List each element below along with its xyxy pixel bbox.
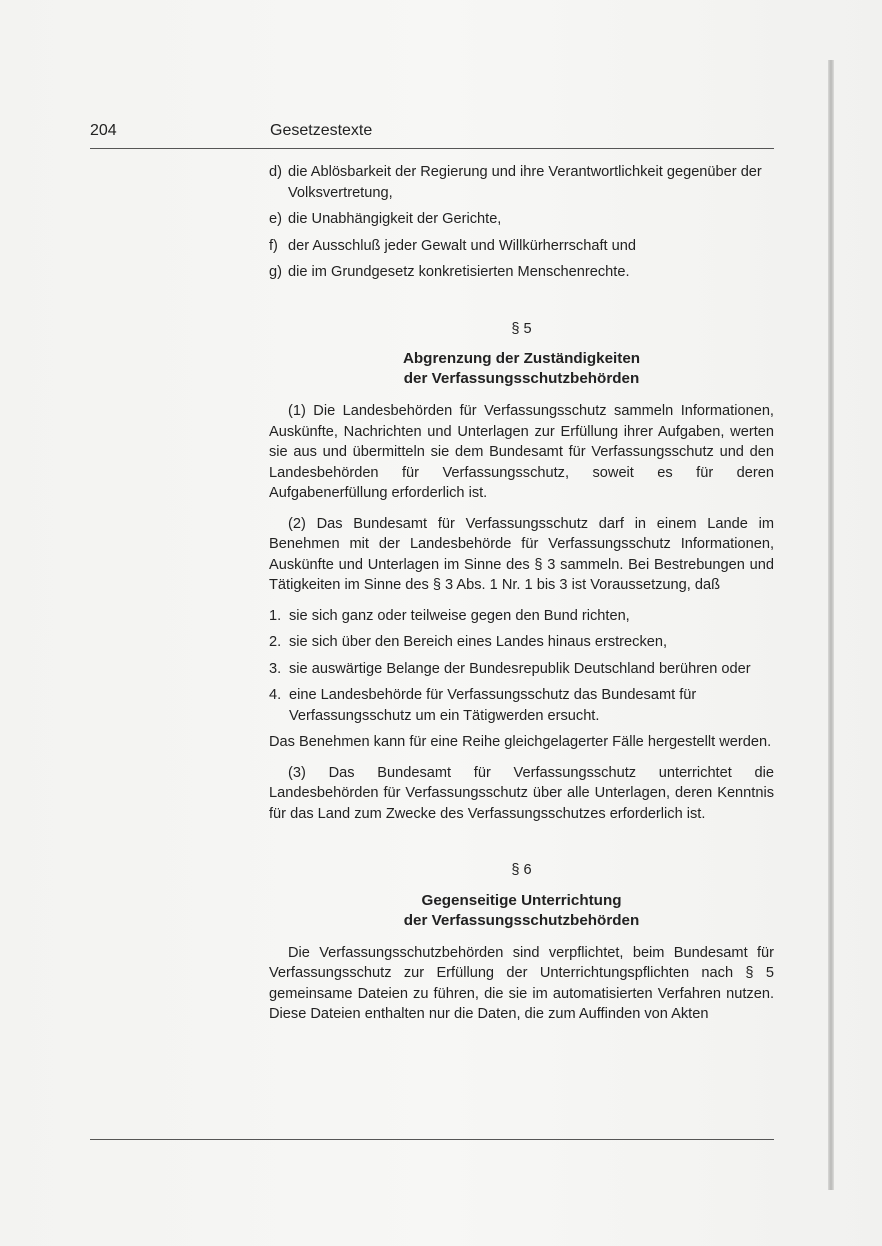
section-5-paragraph-3: (3) Das Bundesamt für Verfassungsschutz unterrichtet die Landesbehörden für Verfassungsschutz über alle Unterlagen, deren Kenntnis für das Land zum Zwecke des Verfassungsschutzes erforderlich ist. [269, 764, 774, 822]
list-marker: g) [269, 264, 282, 280]
section-5-title-line-1: Abgrenzung der Zuständigkeiten [402, 350, 641, 367]
list-item [269, 659, 774, 680]
list-item [269, 632, 774, 653]
list-text: die im Grundgesetz konkretisierten Menschenrechte. [288, 264, 630, 280]
list-text: eine Landesbehörde für Verfassungsschutz das Bundesamt für Verfassungsschutz um ein Tätigwerden ersucht. [289, 687, 697, 724]
section-5-title-line-2: der Verfassungsschutzbehörden [403, 370, 640, 387]
list-item [269, 606, 774, 627]
list-item [269, 262, 774, 283]
section-6-title-line-2: der Verfassungsschutzbehörden [403, 911, 640, 929]
page-number: 204 [90, 122, 117, 139]
section-5-title [269, 349, 774, 389]
section-5-paragraph-1: (1) Die Landesbehörden für Verfassungsschutz sammeln Informationen, Auskünfte, Nachrichten und Unterlagen zur Erfüllung ihrer Aufgaben, werten sie aus und übermitteln sie dem Bundesamt für Verfassungsschutz und den Landesbehörden für Verfassungsschutz, soweit es für deren Aufgabenerfüllung erforderlich ist. [269, 403, 774, 501]
list-text: die Unabhängigkeit der Gerichte, [288, 211, 502, 227]
list-item [269, 685, 774, 726]
list-item [269, 162, 774, 203]
list-marker: e) [269, 211, 282, 227]
section-6-title [269, 891, 774, 931]
section-6-paragraph-1: Die Verfassungsschutzbehörden sind verpflichtet, beim Bundesamt für Verfassungsschutz zur Erfüllung der Unterrichtungspflichten nach § 5 gemeinsame Dateien zu führen, die sie im automatisierten Verfahren nutzen. Diese Dateien enthalten nur die Daten, die zum Auffinden von Akten [269, 944, 774, 1022]
section-5-paragraph-2: (2) Das Bundesamt für Verfassungsschutz darf in einem Lande im Benehmen mit der Landesbehörde für Verfassungsschutz Informationen, Auskünfte und Unterlagen im Sinne des § 3 sammeln. Bei Bestrebungen und Tätigkeiten im Sinne des § 3 Abs. 1 Nr. 1 bis 3 ist Voraussetzung, daß [269, 515, 774, 593]
numbered-list [269, 606, 774, 727]
list-item [269, 209, 774, 230]
list-marker: 4. [269, 687, 282, 703]
list-marker: 2. [269, 634, 282, 650]
list-text: sie sich ganz oder teilweise gegen den Bund richten, [289, 607, 630, 624]
list-marker: d) [269, 164, 282, 180]
list-text: die Ablösbarkeit der Regierung und ihre Verantwortlichkeit gegenüber der Volksvertretung, [288, 164, 762, 201]
letter-list [269, 162, 774, 283]
list-marker: f) [269, 237, 278, 254]
list-text: sie auswärtige Belange der Bundesrepublik Deutschland berühren oder [289, 660, 751, 677]
page-edge-shadow [828, 60, 834, 1190]
page-header [90, 122, 774, 149]
list-text: der Ausschluß jeder Gewalt und Willkürherrschaft und [288, 237, 636, 254]
list-item [269, 236, 774, 257]
section-5-number: § 5 [511, 320, 532, 337]
page-body [269, 162, 774, 1035]
section-6-title-line-1: Gegenseitige Unterrichtung [421, 891, 622, 909]
section-5-after-list: Das Benehmen kann für eine Reihe gleichgelagerter Fälle hergestellt werden. [269, 734, 772, 750]
list-marker: 1. [269, 607, 282, 624]
running-title: Gesetzestexte [270, 122, 373, 139]
section-6-number: § 6 [511, 862, 532, 878]
footer-rule [90, 1139, 774, 1140]
list-text: sie sich über den Bereich eines Landes hinaus erstrecken, [289, 634, 668, 650]
list-marker: 3. [269, 660, 282, 677]
